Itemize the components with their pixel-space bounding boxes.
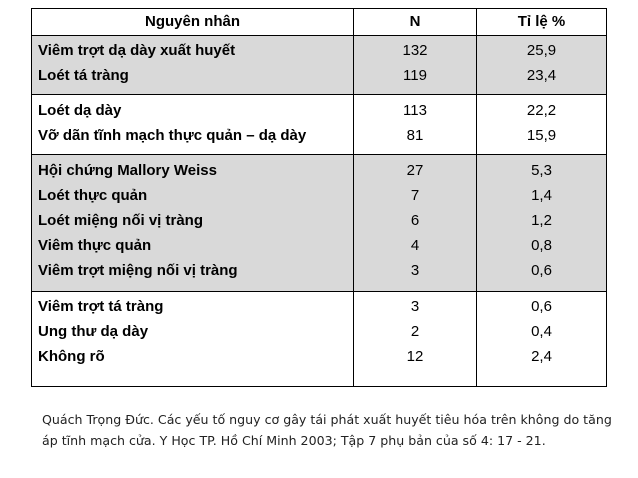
percent-value: 1,4 (531, 187, 552, 204)
table-row-group-3 (32, 155, 607, 292)
percent-cell (477, 292, 607, 387)
cause-label: Loét tá tràng (38, 67, 129, 84)
percent-value: 23,4 (526, 67, 557, 84)
percent-value: 0,8 (531, 237, 552, 254)
cause-label: Ung thư dạ dày (38, 323, 149, 340)
n-cell (354, 95, 477, 155)
n-value: 81 (406, 127, 424, 144)
n-value: 3 (410, 262, 420, 279)
table-row-group-2 (32, 95, 607, 155)
cause-cell (32, 292, 354, 387)
percent-value: 15,9 (526, 127, 557, 144)
cause-label: Viêm trợt dạ dày xuất huyết (38, 42, 236, 59)
n-value: 27 (406, 162, 424, 179)
causes-table (31, 8, 607, 387)
header-percent: Tỉ lệ % (477, 9, 607, 36)
percent-value: 5,3 (531, 162, 552, 179)
cause-label: Viêm thực quản (38, 237, 152, 254)
n-value: 12 (406, 348, 424, 365)
header-n: N (354, 9, 477, 36)
n-value: 113 (403, 102, 427, 119)
cause-cell (32, 95, 354, 155)
n-value: 4 (410, 237, 420, 254)
cause-cell (32, 155, 354, 292)
header-cause: Nguyên nhân (32, 9, 354, 36)
cause-label: Loét thực quản (38, 187, 148, 204)
n-cell (354, 36, 477, 95)
n-value: 132 (402, 42, 428, 59)
cause-label: Loét dạ dày (38, 102, 122, 119)
percent-value: 22,2 (526, 102, 557, 119)
n-value: 2 (410, 323, 420, 340)
header-row (32, 9, 607, 36)
percent-value: 25,9 (526, 42, 557, 59)
percent-value: 2,4 (531, 348, 552, 365)
cause-label: Loét miệng nối vị tràng (38, 212, 204, 229)
n-value: 3 (410, 298, 420, 315)
n-cell (354, 155, 477, 292)
percent-value: 1,2 (531, 212, 552, 229)
n-value: 6 (410, 212, 420, 229)
percent-cell (477, 155, 607, 292)
cause-cell (32, 36, 354, 95)
cause-label: Viêm trợt miệng nối vị tràng (38, 262, 238, 279)
percent-value: 0,6 (531, 262, 552, 279)
table-row-group-1 (32, 36, 607, 95)
table-row-group-4 (32, 292, 607, 387)
percent-cell (477, 36, 607, 95)
cause-label: Hội chứng Mallory Weiss (38, 162, 217, 179)
n-value: 7 (410, 187, 420, 204)
source-citation: Quách Trọng Đức. Các yếu tố nguy cơ gây tái phát xuất huyết tiêu hóa trên không do tăng áp tĩnh mạch cửa. Y Học TP. Hồ Chí Minh 2003; Tập 7 phụ bản của số 4: 17 - 21. (42, 412, 612, 448)
percent-value: 0,6 (531, 298, 552, 315)
cause-label: Không rõ (38, 348, 105, 365)
percent-value: 0,4 (531, 323, 552, 340)
n-cell (354, 292, 477, 387)
cause-label: Viêm trợt tá tràng (38, 298, 164, 315)
percent-cell (477, 95, 607, 155)
cause-label: Vỡ dãn tĩnh mạch thực quản – dạ dày (38, 127, 307, 144)
n-value: 119 (403, 67, 427, 84)
